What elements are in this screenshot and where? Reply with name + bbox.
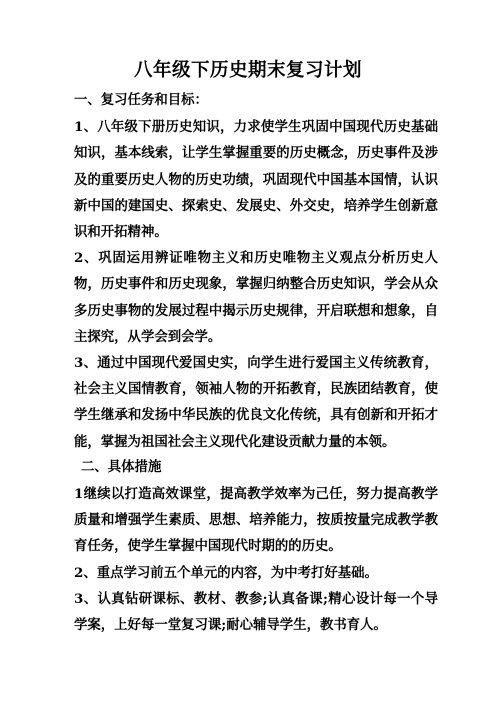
document-body bbox=[74, 88, 438, 638]
paragraph: 3、认真钻研课标、教材、教参;认真备课;精心设计每一个导学案，上好每一堂复习课;耐心辅导学生，教书育人。 bbox=[74, 590, 438, 634]
section-heading-measures: 二、具体措施 bbox=[81, 459, 162, 475]
paragraph: 2、巩固运用辨证唯物主义和历史唯物主义观点分析历史人物，历史事件和历史现象，掌握归纳整合历史知识，学会从众多历史事物的发展过程中揭示历史规律，开启联想和想象，自主探究，从学会到会学。 bbox=[74, 250, 438, 345]
paragraph: 1、八年级下册历史知识，力求使学生巩固中国现代历史基础知识，基本线索，让学生掌握重要的历史概念，历史事件及涉及的重要历史人物的历史功绩，巩固现代中国基本国情，认识新中国的建国史、探索史、发展史、外交史，培养学生创新意识和开拓精神。 bbox=[74, 119, 438, 241]
paragraph: 1继续以打造高效课堂，提高教学效率为己任，努力提高教学质量和增强学生素质、思想、培养能力，按质按量完成教学教育任务，使学生掌握中国现代时期的的历史。 bbox=[74, 486, 438, 555]
paragraph: 3、通过中国现代爱国史实，向学生进行爱国主义传统教育，社会主义国情教育，领袖人物的开拓教育，民族团结教育，使学生继承和发扬中华民族的优良文化传统，具有创新和开拓才能，掌握为祖国社会主义现代化建设贡献力量的本领。 bbox=[74, 355, 438, 450]
document-title: 八年级下历史期末复习计划 bbox=[133, 60, 362, 81]
section-heading-goals: 一、复习任务和目标： bbox=[74, 93, 208, 108]
paragraph: 2、重点学习前五个单元的内容，为中考打好基础。 bbox=[74, 564, 378, 581]
